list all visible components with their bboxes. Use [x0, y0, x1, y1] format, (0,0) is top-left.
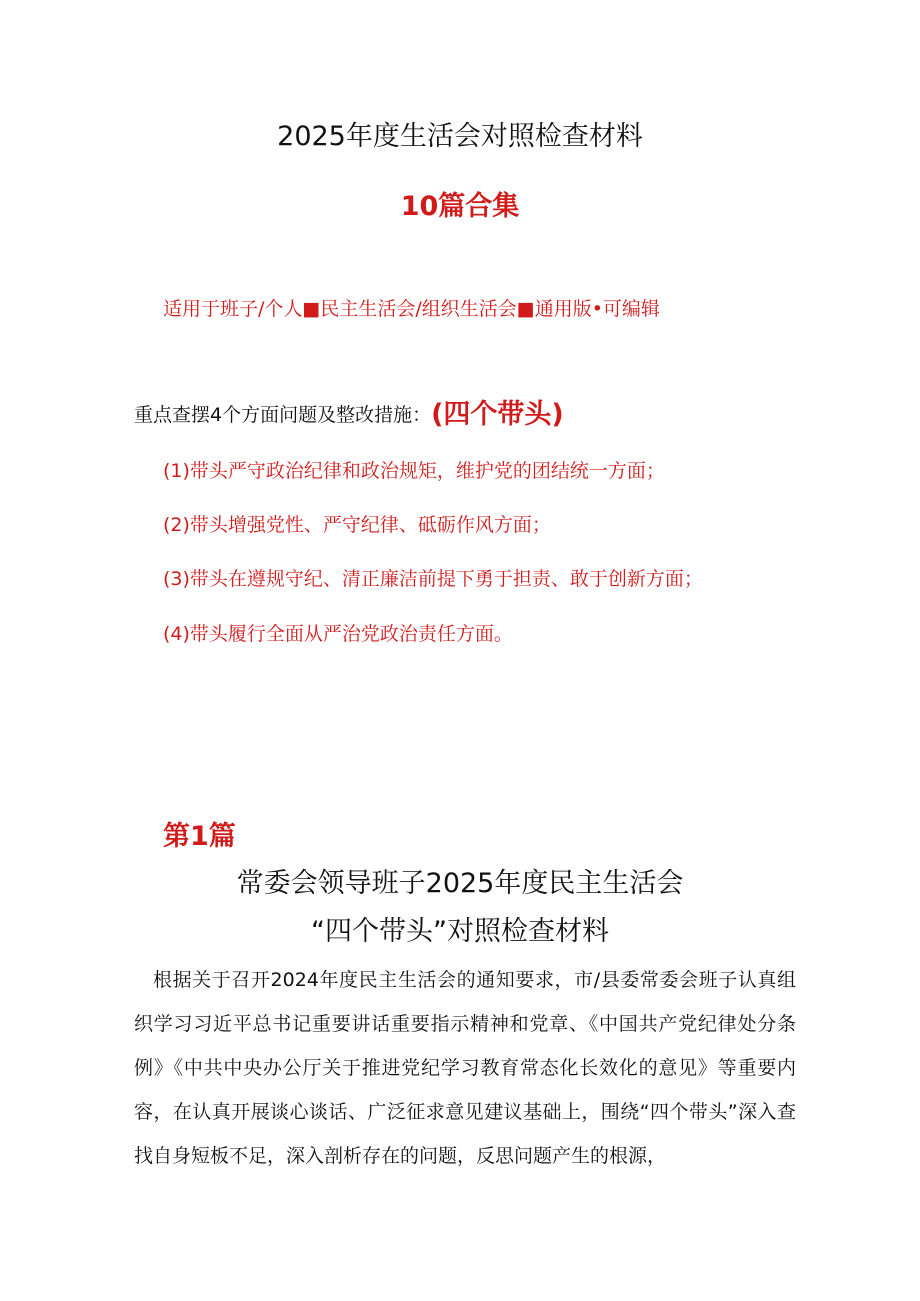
chapter-label: 第1篇 [163, 821, 236, 852]
focus-prefix: 重点查摆4个方面问题及整改措施： [134, 404, 432, 426]
chapter-title-line-1: 常委会领导班子2025年度民主生活会 [236, 868, 684, 899]
focus-line [134, 392, 564, 431]
scope-line: 适用于班子/个人■民主生活会/组织生活会■通用版•可编辑 [163, 298, 660, 320]
focus-emphasis: (四个带头) [431, 399, 564, 430]
focus-item: (2)带头增强党性、严守纪律、砥砺作风方面； [163, 514, 551, 536]
document-subtitle: 10篇合集 [400, 191, 520, 222]
document-title: 2025年度生活会对照检查材料 [277, 121, 643, 152]
focus-item: (3)带头在遵规守纪、清正廉洁前提下勇于担责、敢于创新方面； [163, 568, 703, 590]
chapter-title-line-2: “四个带头”对照检查材料 [311, 916, 609, 947]
focus-item: (1)带头严守政治纪律和政治规矩，维护党的团结统一方面； [163, 460, 665, 482]
focus-item: (4)带头履行全面从严治党政治责任方面。 [163, 623, 513, 645]
chapter-body-text: 根据关于召开2024年度民主生活会的通知要求，市/县委常委会班子认真组织学习习近平总书记重要讲话重要指示精神和党章、《中国共产党纪律处分条例》《中共中央办公厅关于推进党纪学习教育常态化长效化的意见》等重要内容，在认真开展谈心谈话、广泛征求意见建议基础上，围绕“四个带头”深入查找自身短板不足，深入剖析存在的问题，反思问题产生的根源， [134, 969, 796, 1167]
